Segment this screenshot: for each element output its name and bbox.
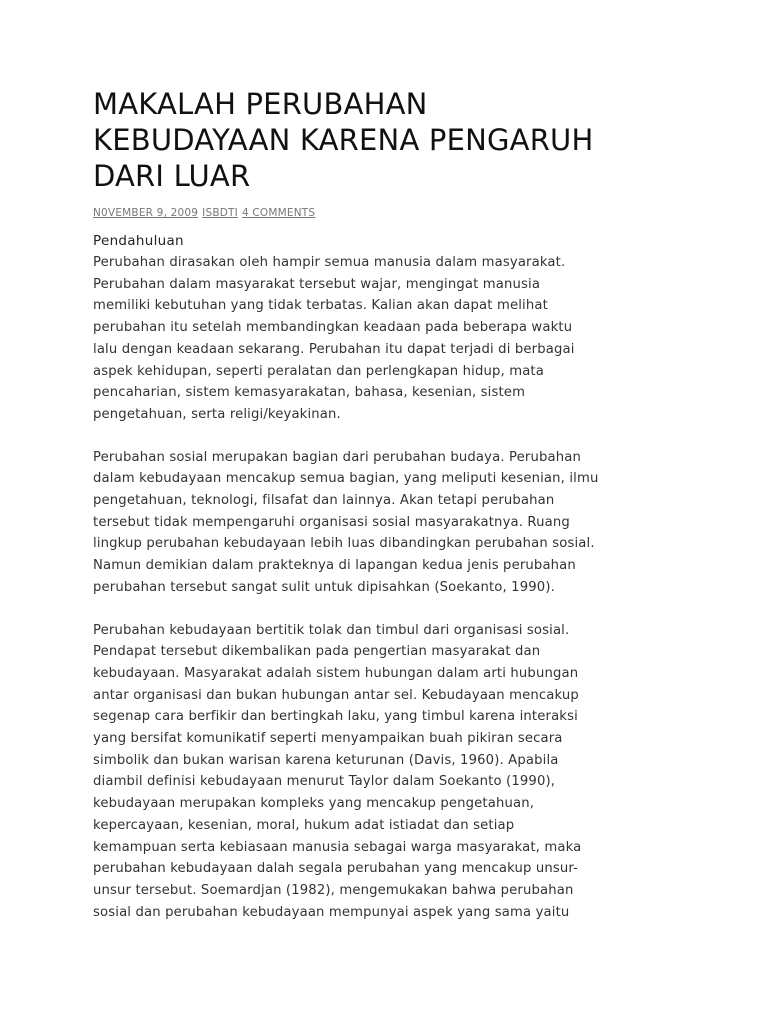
paragraph-line: Perubahan dirasakan oleh hampir semua manusia dalam masyarakat. [93, 255, 566, 270]
article [93, 86, 683, 923]
paragraph-line: kebudayaan. Masyarakat adalah sistem hubungan dalam arti hubungan [93, 665, 579, 681]
paragraph-line: pengetahuan, teknologi, filsafat dan lainnya. Akan tetapi perubahan [93, 493, 555, 509]
paragraph-line: tersebut tidak mempengaruhi organisasi sosial masyarakatnya. Ruang [93, 514, 570, 530]
post-date-link[interactable]: N0VEMBER 9, 2009 [93, 207, 199, 219]
article-title [93, 86, 683, 194]
paragraph-line: kemampuan serta kebiasaan manusia sebagai warga masyarakat, maka [93, 839, 582, 855]
paragraph-line: simbolik dan bukan warisan karena keturunan (Davis, 1960). Apabila [93, 752, 559, 768]
paragraph-line: antar organisasi dan bukan hubungan antar sel. Kebudayaan mencakup [93, 687, 579, 703]
paragraph-line: kepercayaan, kesenian, moral, hukum adat istiadat dan setiap [93, 817, 515, 833]
paragraph-line: yang bersifat komunikatif seperti menyampaikan buah pikiran secara [93, 731, 563, 747]
title-line: MAKALAH PERUBAHAN [93, 87, 428, 121]
paragraph-line: perubahan tersebut sangat sulit untuk dipisahkan (Soekanto, 1990). [93, 579, 555, 595]
section-heading: Pendahuluan [93, 233, 184, 249]
title-line: DARI LUAR [93, 159, 251, 193]
post-meta [93, 206, 683, 220]
paragraph-line: Pendapat tersebut dikembalikan pada pengertian masyarakat dan [93, 644, 541, 660]
paragraph [93, 447, 683, 599]
paragraph-line: Perubahan sosial merupakan bagian dari perubahan budaya. Perubahan [93, 449, 581, 465]
paragraph-line: lalu dengan keadaan sekarang. Perubahan itu dapat terjadi di berbagai [93, 341, 575, 357]
paragraph [93, 252, 683, 426]
paragraph-line: aspek kehidupan, seperti peralatan dan perlengkapan hidup, mata [93, 363, 544, 379]
paragraph-line: unsur tersebut. Soemardjan (1982), mengemukakan bahwa perubahan [93, 882, 574, 898]
paragraph-line: pencaharian, sistem kemasyarakatan, bahasa, kesenian, sistem [93, 385, 526, 401]
paragraph-line: memiliki kebutuhan yang tidak terbatas. Kalian akan dapat melihat [93, 298, 548, 314]
paragraph-line: perubahan kebudayaan dalah segala perubahan yang mencakup unsur- [93, 861, 578, 877]
comments-link[interactable]: 4 COMMENTS [241, 207, 316, 219]
paragraph-line: sosial dan perubahan kebudayaan mempunyai aspek yang sama yaitu [93, 904, 570, 920]
paragraph-line: lingkup perubahan kebudayaan lebih luas dibandingkan perubahan sosial. [93, 536, 595, 552]
paragraph-line: pengetahuan, serta religi/keyakinan. [93, 406, 341, 422]
paragraph-line: kebudayaan merupakan kompleks yang mencakup pengetahuan, [93, 796, 535, 812]
paragraph-line: Perubahan kebudayaan bertitik tolak dan timbul dari organisasi sosial. [93, 622, 570, 638]
paragraph-line: Namun demikian dalam prakteknya di lapangan kedua jenis perubahan [93, 558, 576, 574]
paragraph-line: perubahan itu setelah membandingkan keadaan pada beberapa waktu [93, 320, 573, 336]
paragraph-line: segenap cara berfikir dan bertingkah laku, yang timbul karena interaksi [93, 709, 578, 725]
paragraph-line: Perubahan dalam masyarakat tersebut wajar, mengingat manusia [93, 276, 541, 292]
title-line: KEBUDAYAAN KARENA PENGARUH [93, 123, 594, 157]
author-link[interactable]: ISBDTI [202, 207, 238, 219]
paragraph [93, 620, 683, 924]
paragraph-line: diambil definisi kebudayaan menurut Taylor dalam Soekanto (1990), [93, 774, 556, 790]
paragraph-line: dalam kebudayaan mencakup semua bagian, yang meliputi kesenian, ilmu [93, 471, 599, 487]
